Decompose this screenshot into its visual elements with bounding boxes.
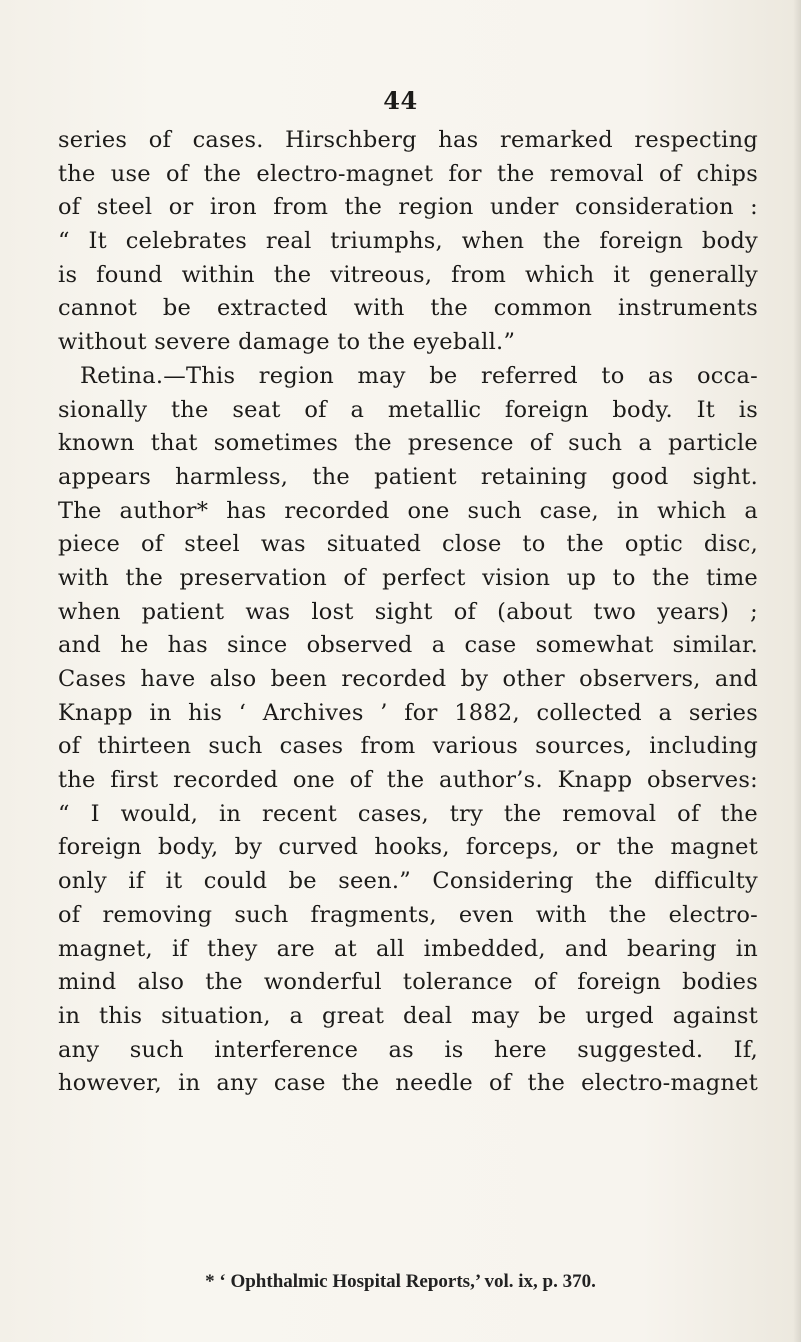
text-line: however, in any case the needle of the electro-magnet bbox=[58, 1070, 758, 1097]
text-line: Knapp in his ‘ Archives ’ for 1882, collected a series bbox=[58, 699, 758, 726]
text-line: of steel or iron from the region under consideration : bbox=[58, 194, 758, 221]
text-line: in this situation, a great deal may be urged against bbox=[58, 1002, 758, 1029]
text-line: of thirteen such cases from various sources, including bbox=[58, 733, 758, 760]
text-line: is found within the vitreous, from which it generally bbox=[58, 261, 758, 288]
text-line: any such interference as is here suggested. If, bbox=[58, 1036, 758, 1063]
text-line: piece of steel was situated close to the optic disc, bbox=[58, 531, 758, 558]
text-line: with the preservation of perfect vision up to the time bbox=[58, 564, 758, 591]
page-number: 44 bbox=[383, 86, 418, 115]
text-line: of removing such fragments, even with the electro- bbox=[58, 901, 758, 928]
text-line: “ It celebrates real triumphs, when the foreign body bbox=[58, 228, 758, 255]
text-line: known that sometimes the presence of such a particle bbox=[58, 430, 758, 457]
text-line: the use of the electro-magnet for the removal of chips bbox=[58, 160, 758, 187]
text-line: and he has since observed a case somewhat similar. bbox=[58, 632, 758, 659]
footnote: * ‘ Ophthalmic Hospital Reports,’ vol. ix, p. 370. bbox=[205, 1271, 596, 1292]
paragraph-start-retina: Retina.—This region may be referred to as occa- bbox=[80, 362, 758, 389]
text-line: when patient was lost sight of (about two years) ; bbox=[58, 598, 758, 625]
text-line: only if it could be seen.” Considering the difficulty bbox=[58, 868, 758, 895]
text-line: mind also the wonderful tolerance of foreign bodies bbox=[58, 969, 758, 996]
text-line: without severe damage to the eyeball.” bbox=[58, 329, 516, 356]
text-line: sionally the seat of a metallic foreign body. It is bbox=[58, 396, 758, 423]
text-line: appears harmless, the patient retaining good sight. bbox=[58, 463, 758, 490]
text-line: magnet, if they are at all imbedded, and bearing in bbox=[58, 935, 758, 962]
text-line: series of cases. Hirschberg has remarked respecting bbox=[58, 127, 758, 153]
text-line: “ I would, in recent cases, try the removal of the bbox=[58, 800, 758, 827]
text-line: the first recorded one of the author’s. Knapp observes: bbox=[58, 767, 758, 794]
body-text bbox=[58, 124, 758, 1101]
text-line: The author* has recorded one such case, in which a bbox=[58, 497, 758, 524]
text-line: cannot be extracted with the common instruments bbox=[58, 295, 758, 322]
text-line: foreign body, by curved hooks, forceps, or the magnet bbox=[58, 834, 758, 861]
text-line: Cases have also been recorded by other observers, and bbox=[58, 666, 758, 692]
page-edge-shadow bbox=[793, 0, 801, 1342]
